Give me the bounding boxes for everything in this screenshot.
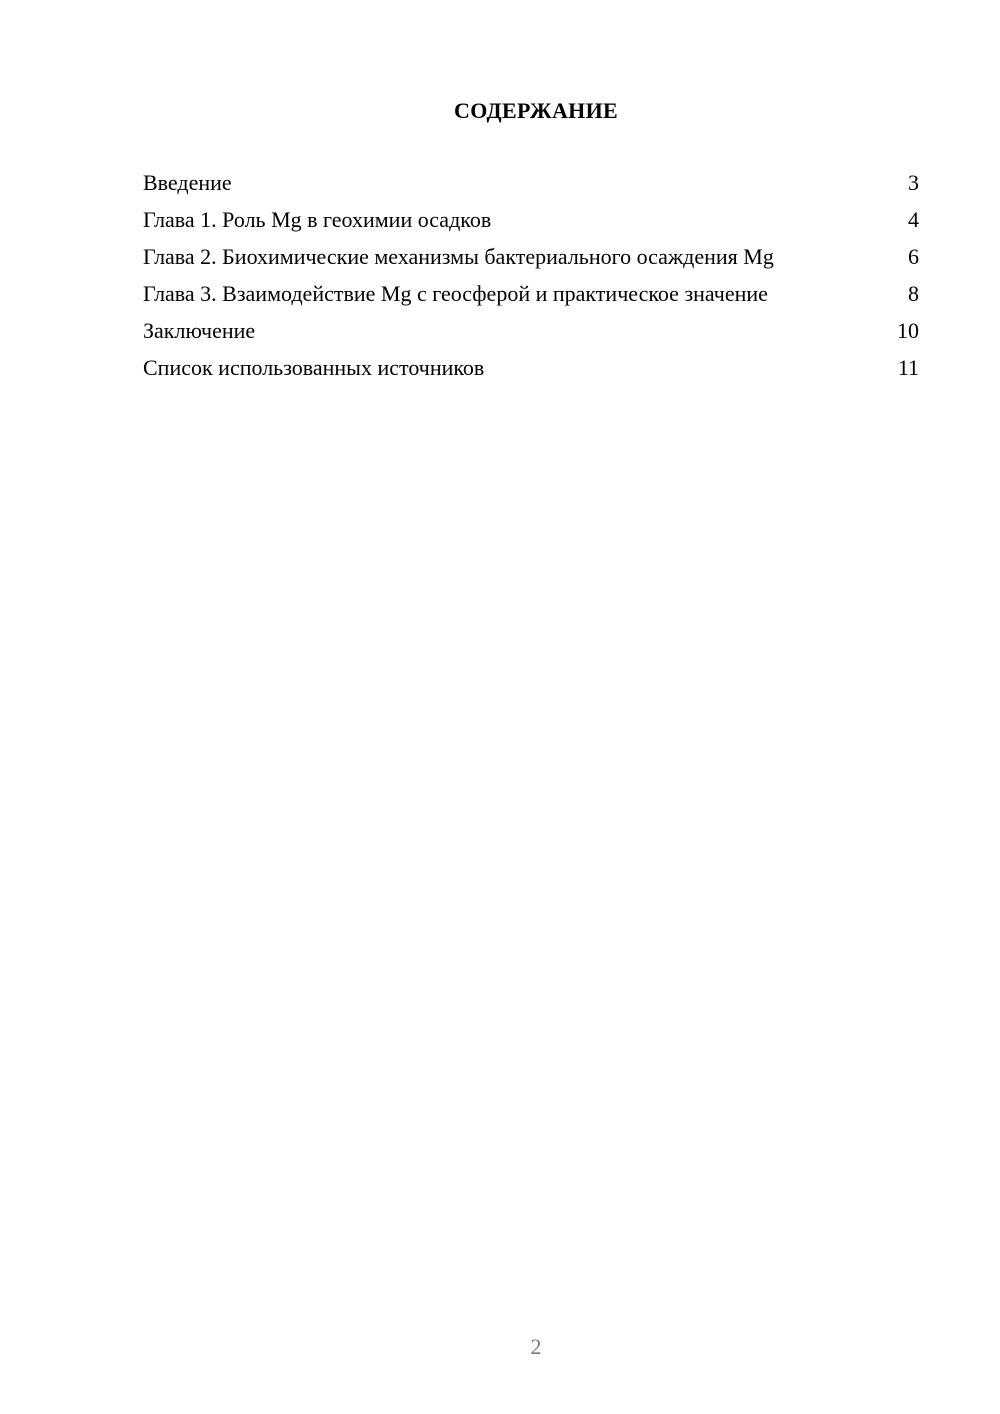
toc-entry-page: 4	[908, 207, 919, 232]
toc-entry-page: 8	[908, 281, 919, 306]
toc-entry-text: Введение	[143, 170, 232, 195]
toc-entry-page: 11	[897, 355, 919, 380]
toc-entry-text: Заключение	[143, 318, 256, 343]
page-number: 2	[530, 1334, 542, 1359]
toc-entry-chapter-1[interactable]	[143, 207, 919, 233]
toc-entry-text: Глава 1. Роль Mg в геохимии осадков	[143, 207, 492, 232]
toc-entry-conclusion[interactable]	[143, 318, 919, 344]
toc-entry-chapter-2[interactable]	[143, 244, 919, 270]
toc-entry-references[interactable]	[143, 355, 919, 381]
toc-title: СОДЕРЖАНИЕ	[454, 98, 618, 123]
toc-entry-text: Список использованных источников	[143, 355, 485, 380]
toc-entry-page: 3	[908, 170, 919, 195]
toc-entry-introduction[interactable]	[143, 170, 919, 196]
toc-entry-chapter-3[interactable]	[143, 281, 919, 307]
table-of-contents	[143, 170, 919, 392]
toc-entry-text: Глава 2. Биохимические механизмы бактериального осаждения Mg	[143, 244, 774, 269]
toc-entry-page: 6	[908, 244, 919, 269]
toc-entry-page: 10	[897, 318, 919, 343]
toc-entry-text: Глава 3. Взаимодействие Mg с геосферой и практическое значение	[143, 281, 768, 306]
